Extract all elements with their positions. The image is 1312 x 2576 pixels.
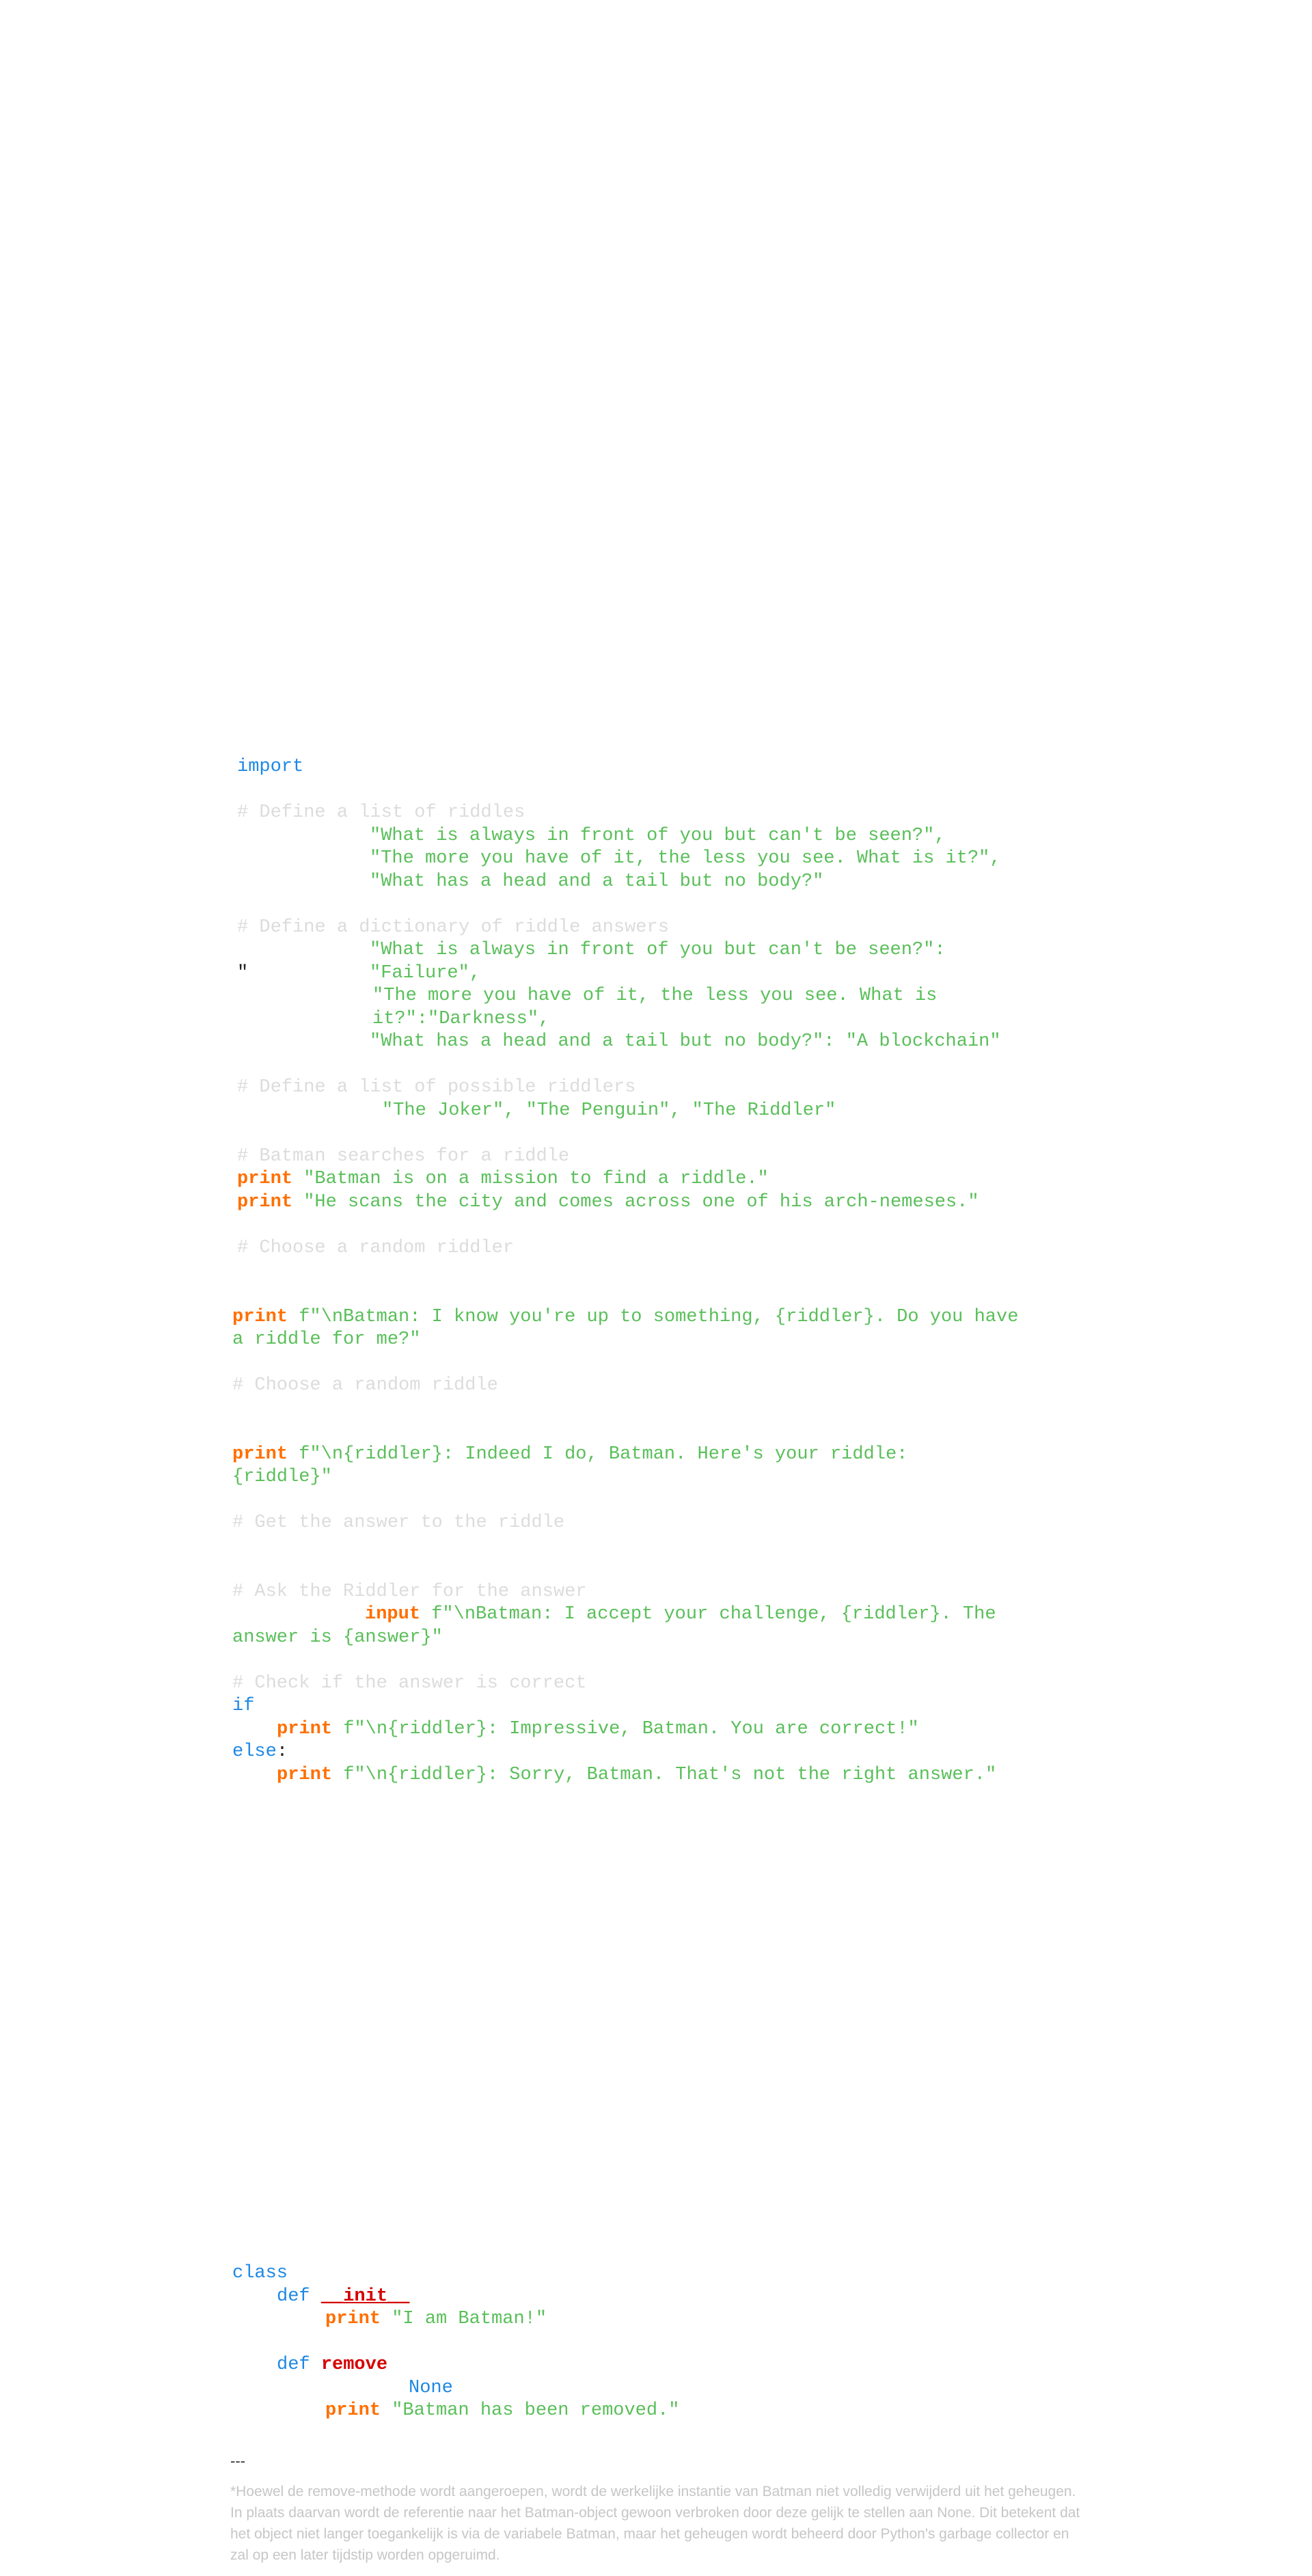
print-keyword: print: [325, 2400, 381, 2421]
input-line: [365, 1603, 996, 1627]
print-line-2: [237, 1191, 979, 1215]
print-line-4: [232, 1443, 907, 1467]
stray-quote: ": [237, 963, 249, 984]
print-arg: f"\n{riddler}: Sorry, Batman. That's not the right answer.": [343, 1765, 997, 1785]
colon: :: [276, 1741, 288, 1762]
answer-value-2: it?":"Darkness",: [372, 1009, 550, 1029]
print-line-3: [232, 1306, 1018, 1329]
def-keyword: def: [277, 2355, 310, 2375]
def-init-line: [277, 2286, 409, 2309]
riddle-item-1: "What is always in front of you but can't be seen?",: [370, 826, 946, 846]
riddlers-list: "The Joker", "The Penguin", "The Riddler": [382, 1100, 836, 1121]
input-keyword: input: [365, 1604, 421, 1625]
none-keyword: None: [409, 2378, 453, 2398]
comment-choose-riddle: # Choose a random riddle: [232, 1375, 498, 1396]
footnote: *Hoewel de remove-methode wordt aangeroepen, wordt de werkelijke instantie van Batman niet volledig verwijderd uit het geheugen. In plaats daarvan wordt de referentie naar het Batman-object gewoon verbroken door deze gelijk te stellen aan None. Dit betekent dat het object niet langer toegankelijk is via de variabele Batman, maar het geheugen wordt beheerd door Python's garbage collector en zal op een later tijdstip worden opgeruimd.: [230, 2484, 1080, 2563]
comment-ask: # Ask the Riddler for the answer: [232, 1582, 587, 1602]
separator: ---: [230, 2452, 245, 2469]
print-keyword: print: [277, 1719, 333, 1739]
print-keyword: print: [277, 1765, 333, 1785]
print-line-5: [277, 1718, 919, 1741]
riddle-item-3: "What has a head and a tail but no body?": [370, 871, 824, 892]
comment-choose-riddler: # Choose a random riddler: [237, 1238, 515, 1258]
print-keyword: print: [237, 1169, 293, 1189]
remove-name: remove: [320, 2355, 388, 2375]
print-keyword: print: [237, 1192, 293, 1212]
else-line: [232, 1741, 288, 1764]
import-keyword: import: [237, 757, 304, 777]
print-arg: "Batman has been removed.": [392, 2400, 680, 2421]
print-batman-line: [325, 2308, 547, 2331]
comment-check: # Check if the answer is correct: [232, 1673, 587, 1694]
input-arg: f"\nBatman: I accept your challenge, {riddler}. The: [431, 1604, 996, 1625]
answer-key-1: "What is always in front of you but can't be seen?":: [370, 940, 946, 960]
print-line-3-cont: a riddle for me?": [232, 1329, 421, 1350]
print-keyword: print: [232, 1307, 288, 1327]
answer-key-2: "The more you have of it, the less you see. What is: [372, 986, 938, 1006]
else-keyword: else: [232, 1741, 277, 1762]
init-name: __init__: [320, 2286, 410, 2307]
answer-pair-3: "What has a head and a tail but no body?": "A blockchain": [370, 1031, 1001, 1052]
def-remove-line: [277, 2354, 387, 2377]
print-arg: "He scans the city and comes across one of his arch-nemeses.": [303, 1192, 979, 1212]
print-keyword: print: [232, 1444, 288, 1465]
print-arg: "Batman is on a mission to find a riddle.": [303, 1169, 769, 1189]
comment-get-answer: # Get the answer to the riddle: [232, 1513, 565, 1533]
comment-riddles: # Define a list of riddles: [237, 802, 525, 823]
comment-search: # Batman searches for a riddle: [237, 1146, 570, 1167]
print-line-4-cont: {riddle}": [232, 1467, 332, 1487]
answer-value-1: "Failure",: [370, 963, 481, 984]
comment-answers: # Define a dictionary of riddle answers: [237, 917, 669, 938]
print-arg: f"\nBatman: I know you're up to something, {riddler}. Do you have: [299, 1307, 1019, 1327]
print-line-6: [277, 1764, 996, 1787]
comment-riddlers: # Define a list of possible riddlers: [237, 1077, 636, 1098]
print-arg: f"\n{riddler}: Indeed I do, Batman. Here's your riddle:: [299, 1444, 908, 1465]
input-line-cont: answer is {answer}": [232, 1627, 443, 1648]
if-keyword: if: [232, 1696, 255, 1716]
print-keyword: print: [325, 2309, 381, 2329]
def-keyword: def: [277, 2286, 310, 2307]
print-arg: f"\n{riddler}: Impressive, Batman. You are correct!": [343, 1719, 919, 1739]
print-removed-line: [325, 2400, 680, 2423]
print-arg: "I am Batman!": [392, 2309, 547, 2329]
riddle-item-2: "The more you have of it, the less you see. What is it?",: [370, 848, 1001, 869]
class-keyword: class: [232, 2263, 288, 2283]
print-line-1: [237, 1168, 769, 1191]
import-line: [237, 756, 303, 779]
